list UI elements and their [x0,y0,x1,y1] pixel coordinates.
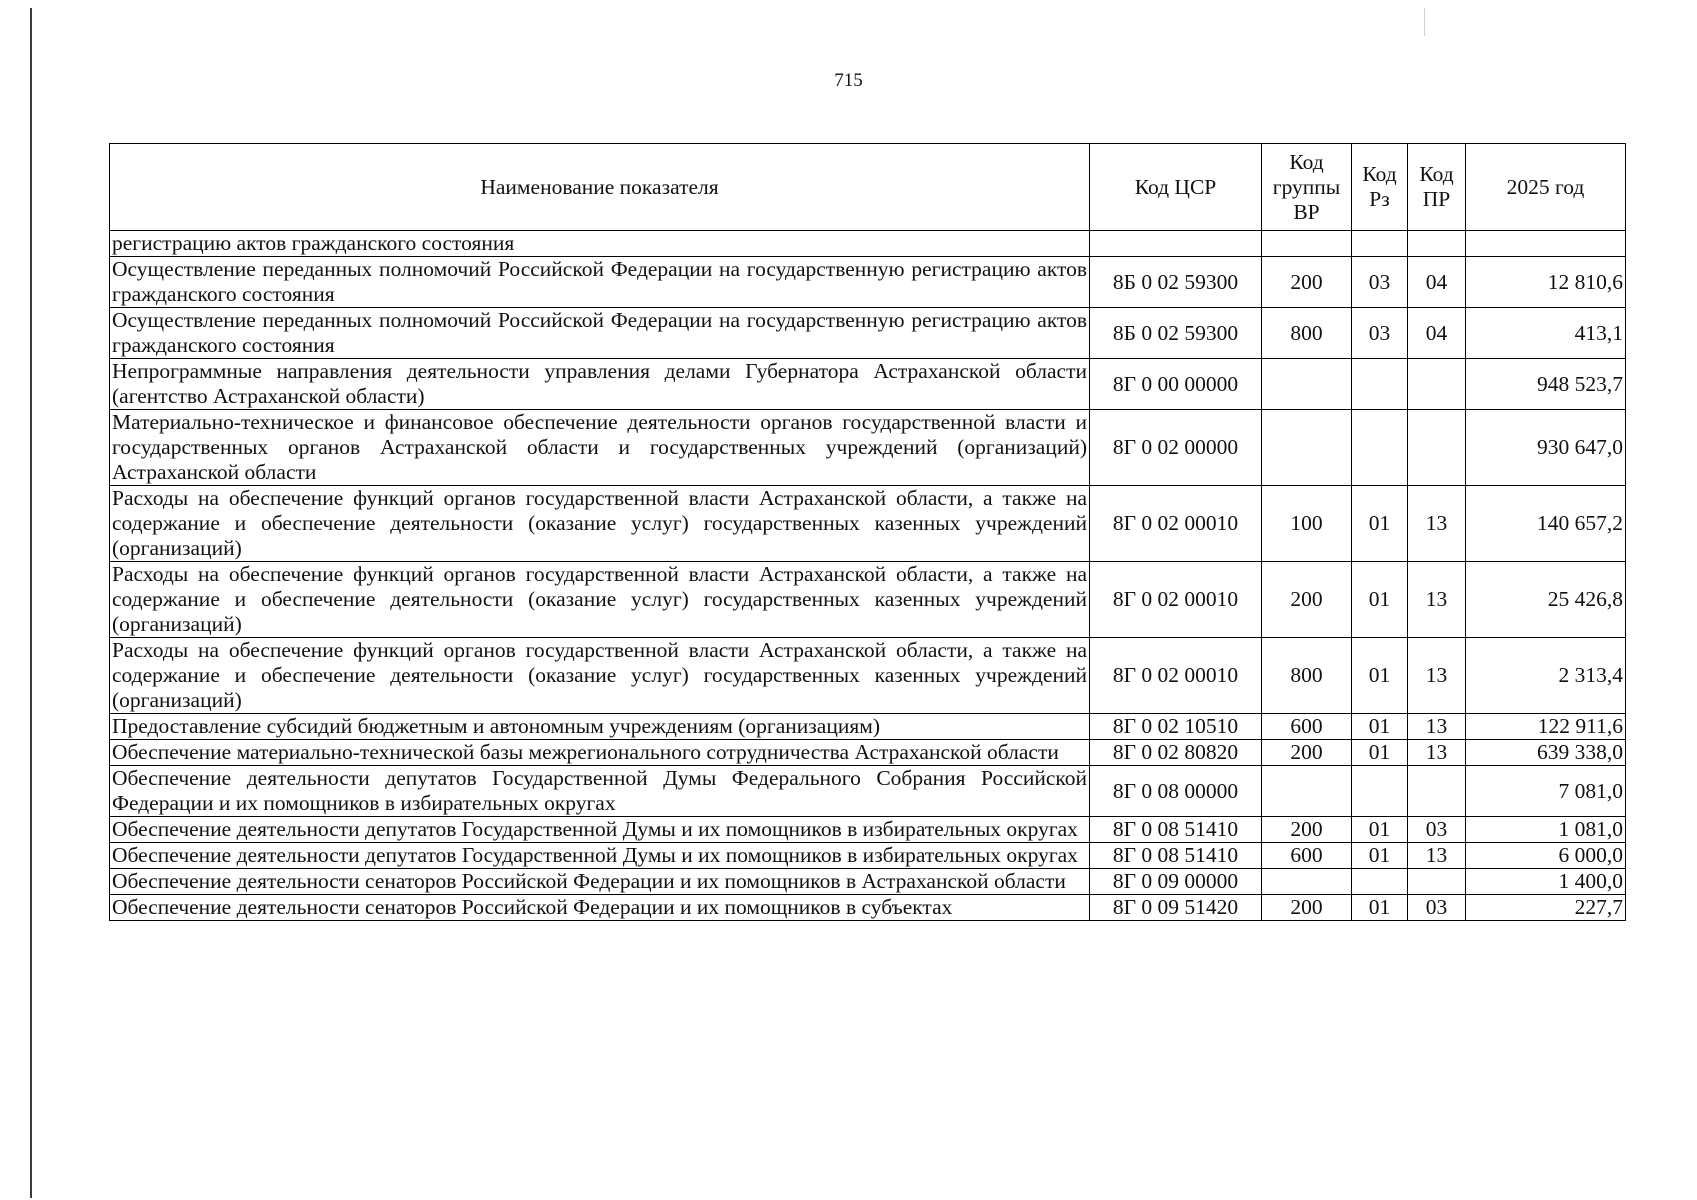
cell-name: Расходы на обеспечение функций органов государственной власти Астраханской области, а также на содержание и обеспечение деятельности (оказание услуг) государственных казенных учреждений (организаций) [110,486,1090,562]
cell-amount: 2 313,4 [1466,638,1626,714]
table-row [110,486,1626,562]
table-body [110,231,1626,921]
header-vr: Код группы ВР [1262,144,1352,231]
cell-name: Обеспечение деятельности депутатов Государственной Думы и их помощников в избирательных округах [110,817,1090,843]
header-name: Наименование показателя [110,144,1090,231]
cell-pr: 13 [1408,843,1466,869]
cell-name: Материально-техническое и финансовое обеспечение деятельности органов государственной власти и государственных органов Астраханской области и государственных учреждений (организаций) Астраханской области [110,410,1090,486]
cell-rz: 01 [1352,638,1408,714]
cell-amount: 122 911,6 [1466,714,1626,740]
cell-pr [1408,410,1466,486]
cell-csr: 8Г 0 08 00000 [1090,766,1262,817]
cell-rz: 03 [1352,308,1408,359]
cell-pr: 04 [1408,257,1466,308]
cell-vr [1262,231,1352,257]
table-row [110,869,1626,895]
cell-pr [1408,359,1466,410]
cell-name: Обеспечение деятельности сенаторов Российской Федерации и их помощников в Астраханской области [110,869,1090,895]
cell-rz [1352,766,1408,817]
budget-table [109,143,1626,921]
header-csr: Код ЦСР [1090,144,1262,231]
cell-name: Расходы на обеспечение функций органов государственной власти Астраханской области, а также на содержание и обеспечение деятельности (оказание услуг) государственных казенных учреждений (организаций) [110,562,1090,638]
cell-vr: 100 [1262,486,1352,562]
cell-amount: 930 647,0 [1466,410,1626,486]
cell-csr: 8Г 0 02 10510 [1090,714,1262,740]
table-header-row [110,144,1626,231]
cell-amount: 6 000,0 [1466,843,1626,869]
cell-amount: 227,7 [1466,895,1626,921]
cell-rz: 01 [1352,714,1408,740]
cell-pr [1408,766,1466,817]
cell-vr: 200 [1262,257,1352,308]
cell-csr: 8Б 0 02 59300 [1090,308,1262,359]
cell-vr: 600 [1262,843,1352,869]
cell-pr [1408,231,1466,257]
table-row [110,562,1626,638]
cell-vr [1262,359,1352,410]
cell-amount: 140 657,2 [1466,486,1626,562]
cell-rz: 03 [1352,257,1408,308]
cell-vr: 200 [1262,895,1352,921]
cell-csr: 8Г 0 02 00010 [1090,638,1262,714]
cell-rz: 01 [1352,486,1408,562]
cell-amount [1466,231,1626,257]
header-pr: Код ПР [1408,144,1466,231]
cell-rz [1352,869,1408,895]
cell-pr: 13 [1408,638,1466,714]
cell-amount: 25 426,8 [1466,562,1626,638]
table-row [110,766,1626,817]
cell-vr: 200 [1262,817,1352,843]
table-row [110,231,1626,257]
table-row [110,740,1626,766]
cell-rz: 01 [1352,817,1408,843]
cell-name: Обеспечение деятельности сенаторов Российской Федерации и их помощников в субъектах [110,895,1090,921]
cell-csr: 8Г 0 09 00000 [1090,869,1262,895]
table-row [110,817,1626,843]
table-row [110,843,1626,869]
table-row [110,895,1626,921]
cell-vr [1262,766,1352,817]
cell-rz: 01 [1352,843,1408,869]
cell-rz: 01 [1352,562,1408,638]
cell-pr: 13 [1408,562,1466,638]
cell-amount: 12 810,6 [1466,257,1626,308]
cell-csr: 8Г 0 02 00010 [1090,562,1262,638]
cell-amount: 1 081,0 [1466,817,1626,843]
cell-vr: 800 [1262,308,1352,359]
table-row [110,714,1626,740]
cell-name: Непрограммные направления деятельности управления делами Губернатора Астраханской области (агентство Астраханской области) [110,359,1090,410]
cell-rz [1352,359,1408,410]
table-row [110,257,1626,308]
cell-csr: 8Г 0 02 00000 [1090,410,1262,486]
cell-rz [1352,231,1408,257]
header-rz: Код Рз [1352,144,1408,231]
cell-name: Расходы на обеспечение функций органов государственной власти Астраханской области, а также на содержание и обеспечение деятельности (оказание услуг) государственных казенных учреждений (организаций) [110,638,1090,714]
cell-name: Предоставление субсидий бюджетным и автономным учреждениям (организациям) [110,714,1090,740]
cell-pr: 03 [1408,895,1466,921]
table-row [110,638,1626,714]
cell-amount: 7 081,0 [1466,766,1626,817]
cell-rz [1352,410,1408,486]
cell-amount: 948 523,7 [1466,359,1626,410]
cell-pr: 13 [1408,486,1466,562]
cell-csr: 8Г 0 00 00000 [1090,359,1262,410]
cell-csr: 8Г 0 09 51420 [1090,895,1262,921]
cell-vr: 600 [1262,714,1352,740]
cell-csr [1090,231,1262,257]
cell-vr: 200 [1262,562,1352,638]
header-year: 2025 год [1466,144,1626,231]
cell-amount: 639 338,0 [1466,740,1626,766]
cell-csr: 8Г 0 08 51410 [1090,817,1262,843]
cell-pr: 13 [1408,740,1466,766]
page-number: 715 [834,70,863,91]
cell-name: Осуществление переданных полномочий Российской Федерации на государственную регистрацию актов гражданского состояния [110,257,1090,308]
cell-amount: 413,1 [1466,308,1626,359]
cell-rz: 01 [1352,895,1408,921]
cell-csr: 8Б 0 02 59300 [1090,257,1262,308]
cell-csr: 8Г 0 02 00010 [1090,486,1262,562]
cell-csr: 8Г 0 08 51410 [1090,843,1262,869]
table-row [110,359,1626,410]
cell-rz: 01 [1352,740,1408,766]
cell-name: регистрацию актов гражданского состояния [110,231,1090,257]
scan-margin-line [30,8,32,1198]
cell-vr: 200 [1262,740,1352,766]
table-row [110,410,1626,486]
cell-pr: 13 [1408,714,1466,740]
table-row [110,308,1626,359]
cell-vr [1262,869,1352,895]
cell-amount: 1 400,0 [1466,869,1626,895]
scan-artifact-line [1424,8,1425,36]
cell-csr: 8Г 0 02 80820 [1090,740,1262,766]
cell-pr: 04 [1408,308,1466,359]
cell-pr [1408,869,1466,895]
cell-name: Обеспечение деятельности депутатов Государственной Думы Федерального Собрания Российской Федерации и их помощников в избирательных округах [110,766,1090,817]
cell-vr [1262,410,1352,486]
cell-name: Осуществление переданных полномочий Российской Федерации на государственную регистрацию актов гражданского состояния [110,308,1090,359]
cell-name: Обеспечение материально-технической базы межрегионального сотрудничества Астраханской области [110,740,1090,766]
cell-pr: 03 [1408,817,1466,843]
cell-vr: 800 [1262,638,1352,714]
cell-name: Обеспечение деятельности депутатов Государственной Думы и их помощников в избирательных округах [110,843,1090,869]
